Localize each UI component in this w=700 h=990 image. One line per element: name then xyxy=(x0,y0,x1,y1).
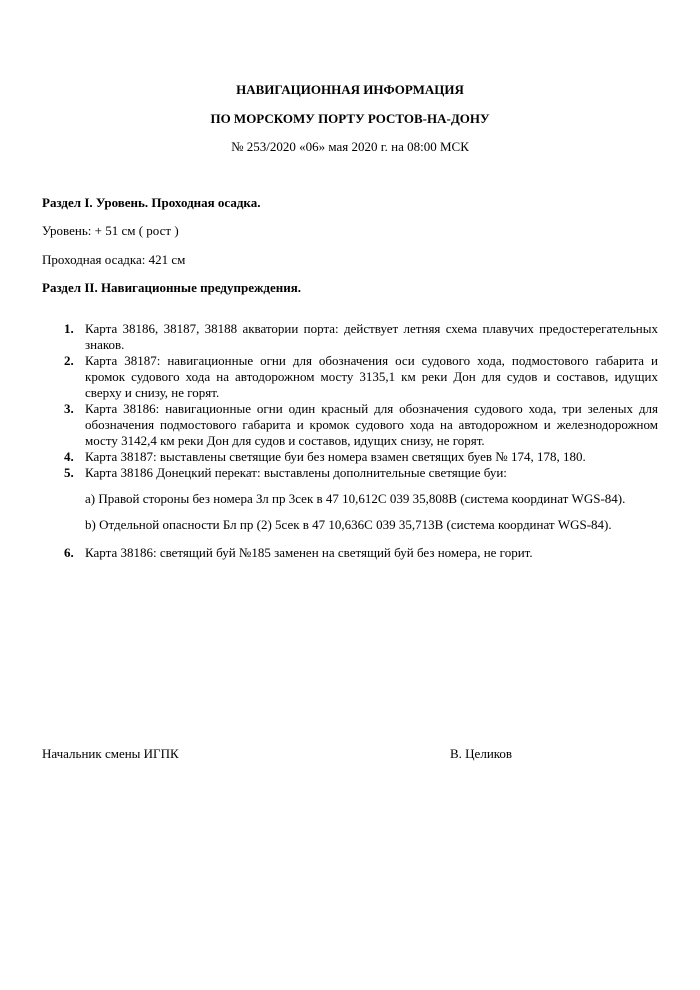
item-text: Карта 38186: светящий буй №185 заменен на светящий буй без номера, не горит. xyxy=(85,545,533,560)
item-text: Карта 38187: выставлены светящие буи без номера взамен светящих буев № 174, 178, 180. xyxy=(85,449,586,464)
doc-number-date: № 253/2020 «06» мая 2020 г. на 08:00 МСК xyxy=(231,139,469,154)
item-text: Карта 38186 Донецкий перекат: выставлены дополнительные светящие буи: xyxy=(85,465,507,480)
section2-heading: Раздел II. Навигационные предупреждения. xyxy=(42,280,302,295)
list-item xyxy=(42,465,658,533)
section1-heading: Раздел I. Уровень. Проходная осадка. xyxy=(42,195,261,210)
item-text: Карта 38186: навигационные огни один красный для обозначения судового хода, три зеленых для обозначения подмостового габарита и кромок судового хода на автодорожном и железнодорожном мосту 3142,4 км реки Дон для судов и составов, идущих снизу, не горят. xyxy=(85,401,658,448)
item-text: Карта 38186, 38187, 38188 акватории порта: действует летняя схема плавучих предостерегательных знаков. xyxy=(85,321,658,352)
warnings-list xyxy=(42,321,658,561)
signature-name: В. Целиков xyxy=(450,746,513,761)
item-number: 1. xyxy=(64,321,74,336)
list-item xyxy=(42,545,658,561)
water-level: Уровень: + 51 см ( рост ) xyxy=(42,223,179,238)
doc-title: НАВИГАЦИОННАЯ ИНФОРМАЦИЯ xyxy=(236,82,464,97)
item-number: 6. xyxy=(64,545,74,560)
passing-draft: Проходная осадка: 421 см xyxy=(42,252,186,267)
list-item xyxy=(42,401,658,449)
item-number: 4. xyxy=(64,449,74,464)
item-text: Карта 38187: навигационные огни для обозначения оси судового хода, подмостового габарита и кромок судового хода на автодорожном мосту 3135,1 км реки Дон для судов и составов, идущих сверху и снизу, не горят. xyxy=(85,353,658,400)
item-number: 2. xyxy=(64,353,74,368)
doc-subtitle: ПО МОРСКОМУ ПОРТУ РОСТОВ-НА-ДОНУ xyxy=(210,111,490,126)
list-item xyxy=(42,449,658,465)
list-item xyxy=(42,353,658,401)
sub-item-a: a) Правой стороны без номера Зл пр 3сек в 47 10,612С 039 35,808В (система координат WGS-84). xyxy=(85,491,626,506)
signature-position: Начальник смены ИГПК xyxy=(42,746,179,761)
list-item xyxy=(42,321,658,353)
item-number: 5. xyxy=(64,465,74,480)
item-number: 3. xyxy=(64,401,74,416)
sub-item-b: b) Отдельной опасности Бл пр (2) 5сек в 47 10,636С 039 35,713В (система координат WGS-84). xyxy=(85,517,612,532)
